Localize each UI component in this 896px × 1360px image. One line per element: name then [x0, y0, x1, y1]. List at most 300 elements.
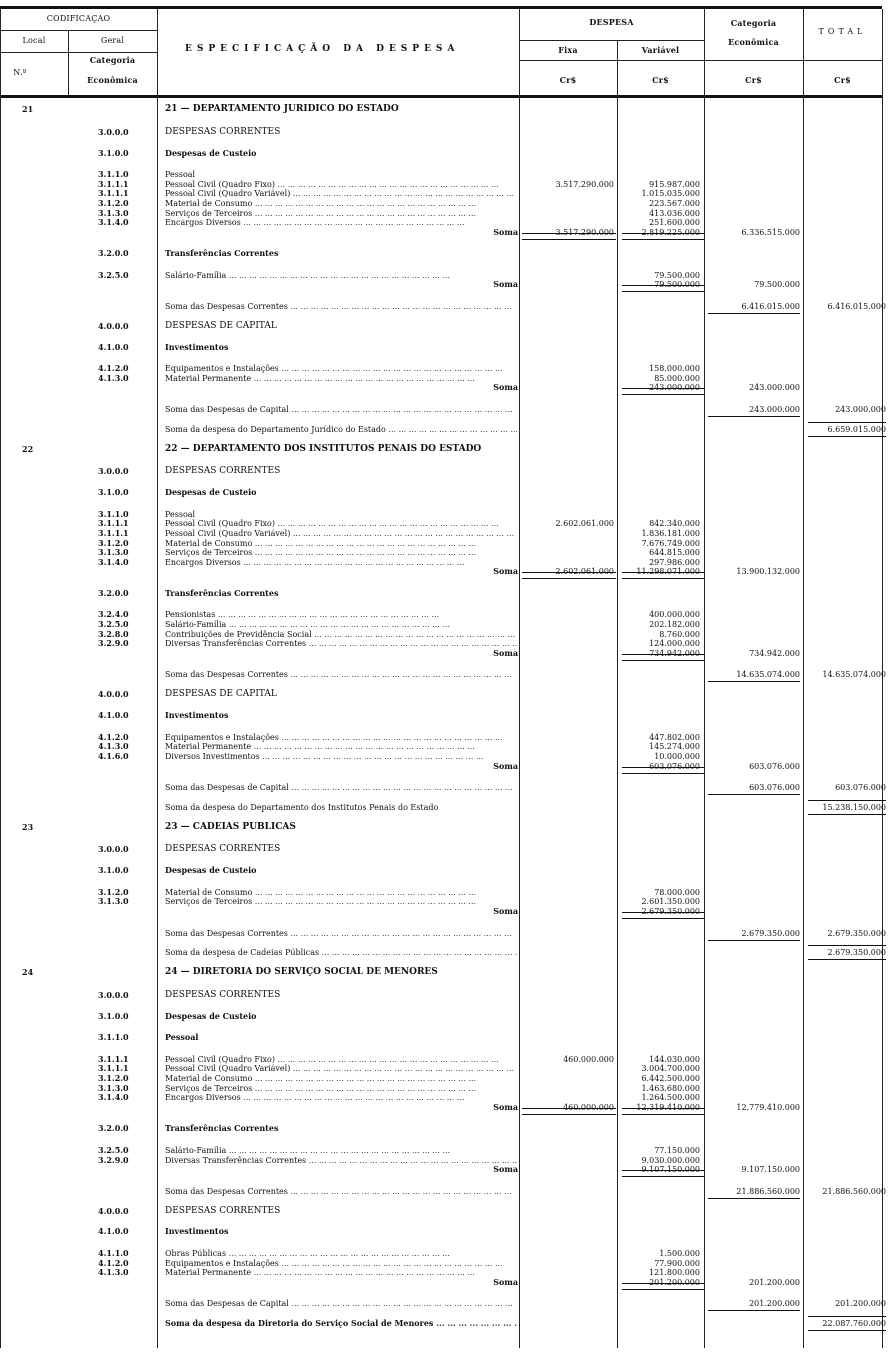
row-description: 21 — DEPARTAMENTO JURÍDICO DO ESTADO: [165, 104, 399, 114]
table-row: [0, 148, 890, 159]
row-variavel-value: 11.298.071.000: [636, 567, 700, 576]
hdr-sub-rule-3: [519, 40, 704, 41]
table-row: [0, 865, 890, 876]
row-total-value: 243.000.000: [835, 405, 886, 414]
row-code: 3.1.2.0: [98, 538, 129, 548]
table-row: [0, 321, 890, 332]
row-soma-label: Soma: [493, 382, 518, 392]
row-description: Investimentos: [165, 342, 229, 352]
row-variavel-value: 10.000.000: [654, 752, 700, 761]
row-variavel-value: 7.676.749.000: [641, 539, 700, 548]
row-code: 3.1.1.0: [98, 509, 129, 519]
row-code: 4.1.0.0: [98, 342, 129, 352]
row-code: 4.0.0.0: [98, 321, 129, 331]
row-description: Despesas de Custeio: [165, 1011, 257, 1021]
row-code: 3.2.0.0: [98, 588, 129, 598]
row-description: Serviços de Terceiros ... .: [165, 1083, 517, 1094]
table-row: [0, 466, 890, 477]
table-row: [0, 782, 890, 793]
row-description: Material de Consumo ... .: [165, 1073, 517, 1084]
row-variavel-value: 8.760.000: [659, 630, 700, 639]
row-total-value: 2.679.350.000: [827, 929, 886, 938]
row-variavel-value: 77.150.000: [654, 1146, 700, 1155]
table-row: [0, 444, 890, 455]
row-categoria-value: 9.107.150.000: [741, 1165, 800, 1174]
row-description: Soma da despesa da Diretoria do Serviço Social de Menores ... .: [165, 1318, 517, 1329]
row-description: Transferências Correntes: [165, 1123, 279, 1133]
row-categoria-value: 6.336.515.000: [741, 228, 800, 237]
row-variavel-value: 145.274.000: [649, 742, 700, 751]
row-code: 3.2.8.0: [98, 629, 129, 639]
sum-rule: [808, 422, 886, 423]
row-total-value: 22.087.760.000: [822, 1319, 886, 1328]
sum-rule: [808, 436, 886, 437]
row-description: Pessoal Civil (Quadro Variável) ... .: [165, 1063, 517, 1074]
sum-rule: [622, 578, 704, 579]
hdr-categoria-economica-1: Categoria: [730, 18, 777, 28]
table-row: [0, 248, 890, 259]
row-local: 22: [22, 444, 34, 454]
row-fixa-value: 3.517.290.000: [555, 228, 614, 237]
row-code: 3.1.1.1: [98, 188, 129, 198]
table-row: [0, 1277, 890, 1288]
row-variavel-value: 79.500.000: [654, 271, 700, 280]
row-description: Material Permanente ... .: [165, 741, 517, 752]
row-variavel-value: 3.004.700.000: [641, 1064, 700, 1073]
table-row: [0, 844, 890, 855]
sum-rule: [622, 918, 704, 919]
row-categoria-value: 243.000.000: [749, 405, 800, 414]
hdr-especificacao: ESPECIFICAÇÃO DA DESPESA: [185, 44, 460, 54]
row-description: Pessoal Civil (Quadro Fixo) ... .: [165, 179, 517, 190]
hdr-local: Local: [22, 36, 46, 45]
row-description: Pessoal Civil (Quadro Variável) ... .: [165, 528, 517, 539]
row-description: Diversas Transferências Correntes ... .: [165, 1155, 517, 1166]
row-variavel-value: 124.000.000: [649, 639, 700, 648]
table-row: [0, 588, 890, 599]
table-row: [0, 227, 890, 238]
hdr-geral: Geral: [100, 36, 125, 45]
row-total-value: 201.200.000: [835, 1299, 886, 1308]
table-row: [0, 127, 890, 138]
row-code: 3.2.5.0: [98, 270, 129, 280]
row-variavel-value: 1.836.181.000: [641, 529, 700, 538]
row-code: 3.2.0.0: [98, 1123, 129, 1133]
table-row: [0, 1032, 890, 1043]
row-code: 4.1.2.0: [98, 1258, 129, 1268]
row-code: 3.1.3.0: [98, 896, 129, 906]
row-variavel-value: 1.264.500.000: [641, 1093, 700, 1102]
table-row: [0, 342, 890, 353]
row-fixa-value: 2.602.061.000: [555, 519, 614, 528]
row-code: 3.1.4.0: [98, 1092, 129, 1102]
row-description: Material Permanente ... .: [165, 373, 517, 384]
row-description: Investimentos: [165, 710, 229, 720]
row-code: 4.0.0.0: [98, 689, 129, 699]
row-variavel-value: 144.030.000: [649, 1055, 700, 1064]
sum-rule: [708, 416, 800, 417]
sum-rule: [622, 660, 704, 661]
row-variavel-value: 121.800.000: [649, 1268, 700, 1277]
table-row: [0, 669, 890, 680]
hdr-sub-rule-5: [704, 60, 882, 61]
row-description: Salário-Família ... .: [165, 1145, 517, 1156]
table-row: [0, 424, 890, 435]
row-categoria-value: 79.500.000: [754, 280, 800, 289]
hdr-fixa: Fixa: [558, 45, 578, 55]
table-row: [0, 1164, 890, 1175]
row-code: 3.1.1.0: [98, 169, 129, 179]
hdr-variavel: Variável: [641, 45, 680, 55]
row-variavel-value: 77.900.000: [654, 1259, 700, 1268]
row-code: 3.2.4.0: [98, 609, 129, 619]
row-variavel-value: 734.942.000: [649, 649, 700, 658]
row-description: Soma das Despesas Correntes ... .: [165, 1186, 517, 1197]
row-variavel-value: 85.000.000: [654, 374, 700, 383]
row-description: Pessoal: [165, 510, 196, 519]
row-description: Pessoal Civil (Quadro Variável) ... .: [165, 188, 517, 199]
table-row: [0, 1123, 890, 1134]
row-description: 24 — DIRETORIA DO SERVIÇO SOCIAL DE MENORES: [165, 967, 438, 977]
sum-rule: [522, 1114, 616, 1115]
row-description: Soma das Despesas de Capital ... .: [165, 1298, 517, 1309]
sum-rule: [808, 1316, 886, 1317]
sum-rule: [622, 239, 704, 240]
row-variavel-value: 1.500.000: [659, 1249, 700, 1258]
row-variavel-value: 158.000.000: [649, 364, 700, 373]
hdr-sub-rule-4: [519, 60, 704, 61]
row-description: Despesas de Custeio: [165, 487, 257, 497]
row-description: DESPESAS DE CAPITAL: [165, 321, 277, 331]
row-description: Soma da despesa do Departamento Jurídico do Estado ... .: [165, 424, 517, 435]
row-variavel-value: 400.000.000: [649, 610, 700, 619]
row-variavel-value: 915.987.000: [649, 180, 700, 189]
hdr-moeda-cat: Cr$: [745, 75, 762, 85]
hdr-moeda-tot: Cr$: [834, 75, 851, 85]
table-row: [0, 689, 890, 700]
row-variavel-value: 447.802.000: [649, 733, 700, 742]
hdr-categoria-2: Econômica: [87, 75, 138, 85]
table-row: [0, 947, 890, 958]
row-total-value: 6.659.015.000: [827, 425, 886, 434]
row-variavel-value: 1.463.680.000: [641, 1084, 700, 1093]
hdr-categoria-economica-2: Econômica: [728, 37, 779, 47]
row-variavel-value: 1.015.035.000: [641, 189, 700, 198]
table-row: [0, 906, 890, 917]
row-description: Serviços de Terceiros ... .: [165, 547, 517, 558]
row-code: 3.2.5.0: [98, 1145, 129, 1155]
table-row: [0, 1226, 890, 1237]
row-code: 4.1.0.0: [98, 710, 129, 720]
row-fixa-value: 460.000.000: [563, 1103, 614, 1112]
hdr-moeda-var: Cr$: [652, 75, 669, 85]
row-code: 3.0.0.0: [98, 127, 129, 137]
row-code: 3.2.0.0: [98, 248, 129, 258]
row-local: 23: [22, 822, 34, 832]
row-soma-label: Soma: [493, 1102, 518, 1112]
table-row: [0, 802, 890, 813]
row-description: Material de Consumo ... .: [165, 887, 517, 898]
row-variavel-value: 79.500.000: [654, 280, 700, 289]
row-description: Despesas de Custeio: [165, 148, 257, 158]
row-variavel-value: 2.601.350.000: [641, 897, 700, 906]
row-fixa-value: 2.602.061.000: [555, 567, 614, 576]
row-description: DESPESAS DE CAPITAL: [165, 689, 277, 699]
row-variavel-value: 12.319.410.000: [636, 1103, 700, 1112]
row-code: 3.1.2.0: [98, 198, 129, 208]
row-description: Pessoal Civil (Quadro Fixo) ... .: [165, 1054, 517, 1065]
row-description: Serviços de Terceiros ... .: [165, 896, 517, 907]
hdr-numero: N.º: [13, 68, 27, 77]
row-local: 24: [22, 967, 34, 977]
row-categoria-value: 13.900.132.000: [736, 567, 800, 576]
sum-rule: [708, 313, 800, 314]
row-code: 3.1.3.0: [98, 547, 129, 557]
row-categoria-value: 201.200.000: [749, 1278, 800, 1287]
table-row: [0, 648, 890, 659]
row-description: Soma das Despesas de Capital ... .: [165, 782, 517, 793]
sum-rule: [808, 800, 886, 801]
row-soma-label: Soma: [493, 906, 518, 916]
row-variavel-value: 78.000.000: [654, 888, 700, 897]
sum-rule: [808, 945, 886, 946]
table-row: [0, 1318, 890, 1329]
row-code: 4.1.3.0: [98, 741, 129, 751]
row-code: 3.1.1.1: [98, 179, 129, 189]
table-row: [0, 566, 890, 577]
row-description: DESPESAS CORRENTES: [165, 990, 281, 1000]
row-fixa-value: 460.000.000: [563, 1055, 614, 1064]
row-variavel-value: 297.986.000: [649, 558, 700, 567]
sum-rule: [622, 291, 704, 292]
row-code: 4.0.0.0: [98, 1206, 129, 1216]
row-code: 3.1.1.0: [98, 1032, 129, 1042]
table-row: [0, 382, 890, 393]
row-description: Diversos Investimentos ... .: [165, 751, 517, 762]
row-description: DESPESAS CORRENTES: [165, 844, 281, 854]
table-row: [0, 967, 890, 978]
sum-rule: [622, 773, 704, 774]
row-description: Equipamentos e Instalações ... .: [165, 1258, 517, 1269]
row-description: Soma das Despesas Correntes ... .: [165, 669, 517, 680]
row-code: 3.0.0.0: [98, 466, 129, 476]
row-code: 3.1.2.0: [98, 1073, 129, 1083]
table-row: [0, 761, 890, 772]
row-code: 3.1.4.0: [98, 557, 129, 567]
row-soma-label: Soma: [493, 566, 518, 576]
row-variavel-value: 2.679.350.000: [641, 907, 700, 916]
table-row: [0, 487, 890, 498]
table-row: [0, 1102, 890, 1113]
row-description: Salário-Família ... .: [165, 619, 517, 630]
sum-rule: [808, 1330, 886, 1331]
row-variavel-value: 2.819.225.000: [641, 228, 700, 237]
row-code: 3.1.1.1: [98, 518, 129, 528]
row-variavel-value: 201.200.000: [649, 1278, 700, 1287]
row-categoria-value: 201.200.000: [749, 1299, 800, 1308]
table-row: [0, 710, 890, 721]
row-description: Material de Consumo ... .: [165, 538, 517, 549]
row-soma-label: Soma: [493, 279, 518, 289]
row-variavel-value: 243.000.000: [649, 383, 700, 392]
sum-rule: [622, 1176, 704, 1177]
row-code: 3.1.3.0: [98, 208, 129, 218]
hdr-sub-rule-1: [0, 30, 157, 31]
top-rule: [0, 6, 882, 9]
row-description: Pessoal: [165, 1032, 199, 1042]
row-description: Soma das Despesas Correntes ... .: [165, 301, 517, 312]
row-total-value: 14.635.074.000: [822, 670, 886, 679]
row-code: 3.2.5.0: [98, 619, 129, 629]
row-variavel-value: 603.076.000: [649, 762, 700, 771]
row-soma-label: Soma: [493, 761, 518, 771]
row-variavel-value: 6.442.500.000: [641, 1074, 700, 1083]
row-code: 3.1.0.0: [98, 148, 129, 158]
row-soma-label: Soma: [493, 227, 518, 237]
row-description: DESPESAS CORRENTES: [165, 466, 281, 476]
row-description: Contribuições de Previdência Social ... .: [165, 629, 517, 640]
row-code: 3.1.1.1: [98, 1054, 129, 1064]
hdr-categoria-1: Categoria: [89, 55, 136, 65]
row-code: 3.0.0.0: [98, 990, 129, 1000]
hdr-moeda-fixa: Cr$: [559, 75, 577, 85]
row-description: Obras Públicas ... .: [165, 1248, 517, 1259]
row-variavel-value: 413.036.000: [649, 209, 700, 218]
table-row: [0, 1206, 890, 1217]
row-code: 3.0.0.0: [98, 844, 129, 854]
row-description: Encargos Diversos ... .: [165, 1092, 517, 1103]
row-categoria-value: 21.886.560.000: [736, 1187, 800, 1196]
row-categoria-value: 2.679.350.000: [741, 929, 800, 938]
row-description: Soma da despesa do Departamento dos Institutos Penais do Estado: [165, 803, 439, 812]
row-categoria-value: 12.779.410.000: [736, 1103, 800, 1112]
row-code: 4.1.2.0: [98, 732, 129, 742]
row-description: Salário-Família ... .: [165, 270, 517, 281]
row-code: 3.1.0.0: [98, 1011, 129, 1021]
sum-rule: [708, 1198, 800, 1199]
row-description: Diversas Transferências Correntes ... .: [165, 638, 517, 649]
table-row: [0, 1186, 890, 1197]
sum-rule: [522, 578, 616, 579]
sum-rule: [708, 794, 800, 795]
row-description: Material Permanente ... .: [165, 1267, 517, 1278]
row-soma-label: Soma: [493, 1277, 518, 1287]
row-code: 3.2.9.0: [98, 1155, 129, 1165]
row-description: Investimentos: [165, 1226, 229, 1236]
row-description: 23 — CADEIAS PÚBLICAS: [165, 822, 296, 832]
row-description: Serviços de Terceiros ... .: [165, 208, 517, 219]
row-local: 21: [22, 104, 34, 114]
row-categoria-value: 6.416.015.000: [741, 302, 800, 311]
row-code: 3.1.1.1: [98, 1063, 129, 1073]
row-code: 3.1.1.1: [98, 528, 129, 538]
hdr-sub-rule-2: [0, 52, 157, 53]
hdr-despesa: DESPESA: [589, 17, 634, 27]
row-code: 4.1.3.0: [98, 1267, 129, 1277]
row-variavel-value: 223.567.000: [649, 199, 700, 208]
row-categoria-value: 14.635.074.000: [736, 670, 800, 679]
hdr-total: TOTAL: [818, 27, 867, 36]
row-code: 4.1.3.0: [98, 373, 129, 383]
row-fixa-value: 3.517.290.000: [555, 180, 614, 189]
row-description: 22 — DEPARTAMENTO DOS INSTITUTOS PENAIS DO ESTADO: [165, 444, 482, 454]
row-code: 4.1.2.0: [98, 363, 129, 373]
row-description: DESPESAS CORRENTES: [165, 127, 281, 137]
row-description: Despesas de Custeio: [165, 865, 257, 875]
row-categoria-value: 603.076.000: [749, 783, 800, 792]
sum-rule: [708, 681, 800, 682]
row-description: Equipamentos e Instalações ... .: [165, 732, 517, 743]
sum-rule: [522, 239, 616, 240]
row-code: 4.1.1.0: [98, 1248, 129, 1258]
row-code: 4.1.6.0: [98, 751, 129, 761]
row-variavel-value: 842.340.000: [649, 519, 700, 528]
row-description: DESPESAS CORRENTES: [165, 1206, 281, 1216]
table-row: [0, 928, 890, 939]
table-row: [0, 301, 890, 312]
row-description: Material de Consumo ... .: [165, 198, 517, 209]
row-total-value: 603.076.000: [835, 783, 886, 792]
sum-rule: [622, 394, 704, 395]
row-soma-label: Soma: [493, 648, 518, 658]
sum-rule: [808, 959, 886, 960]
row-code: 3.1.0.0: [98, 487, 129, 497]
sum-rule: [808, 814, 886, 815]
row-code: 3.1.4.0: [98, 217, 129, 227]
row-code: 3.1.0.0: [98, 865, 129, 875]
hdr-codificacao: CODIFICAÇAO: [46, 14, 111, 23]
row-code: 4.1.0.0: [98, 1226, 129, 1236]
row-description: Pensionistas ... .: [165, 609, 517, 620]
row-variavel-value: 9.107.150.000: [641, 1165, 700, 1174]
row-code: 3.1.3.0: [98, 1083, 129, 1093]
row-variavel-value: 9.030.000.000: [641, 1156, 700, 1165]
row-categoria-value: 603.076.000: [749, 762, 800, 771]
row-variavel-value: 202.182.000: [649, 620, 700, 629]
row-categoria-value: 734.942.000: [749, 649, 800, 658]
row-description: Soma das Despesas de Capital ... .: [165, 404, 517, 415]
row-description: Transferências Correntes: [165, 248, 279, 258]
row-total-value: 6.416.015.000: [827, 302, 886, 311]
row-description: Pessoal: [165, 170, 196, 179]
row-description: Transferências Correntes: [165, 588, 279, 598]
sum-rule: [622, 1114, 704, 1115]
row-code: 3.2.9.0: [98, 638, 129, 648]
sum-rule: [708, 940, 800, 941]
row-description: Soma da despesa de Cadeias Públicas ... .: [165, 947, 517, 958]
row-total-value: 2.679.350.000: [827, 948, 886, 957]
row-description: Pessoal Civil (Quadro Fixo) ... .: [165, 518, 517, 529]
sum-rule: [708, 1310, 800, 1311]
table-row: [0, 404, 890, 415]
table-row: [0, 822, 890, 833]
row-description: Soma das Despesas Correntes ... .: [165, 928, 517, 939]
row-total-value: 15.238.150.000: [822, 803, 886, 812]
row-total-value: 21.886.560.000: [822, 1187, 886, 1196]
row-variavel-value: 644.815.000: [649, 548, 700, 557]
row-description: Encargos Diversos ... .: [165, 557, 517, 568]
row-variavel-value: 251.600.000: [649, 218, 700, 227]
sum-rule: [622, 1289, 704, 1290]
table-row: [0, 990, 890, 1001]
row-description: Equipamentos e Instalações ... .: [165, 363, 517, 374]
table-row: [0, 104, 890, 115]
row-categoria-value: 243.000.000: [749, 383, 800, 392]
table-row: [0, 279, 890, 290]
row-code: 3.1.2.0: [98, 887, 129, 897]
table-row: [0, 1011, 890, 1022]
header-rule: [0, 95, 882, 98]
